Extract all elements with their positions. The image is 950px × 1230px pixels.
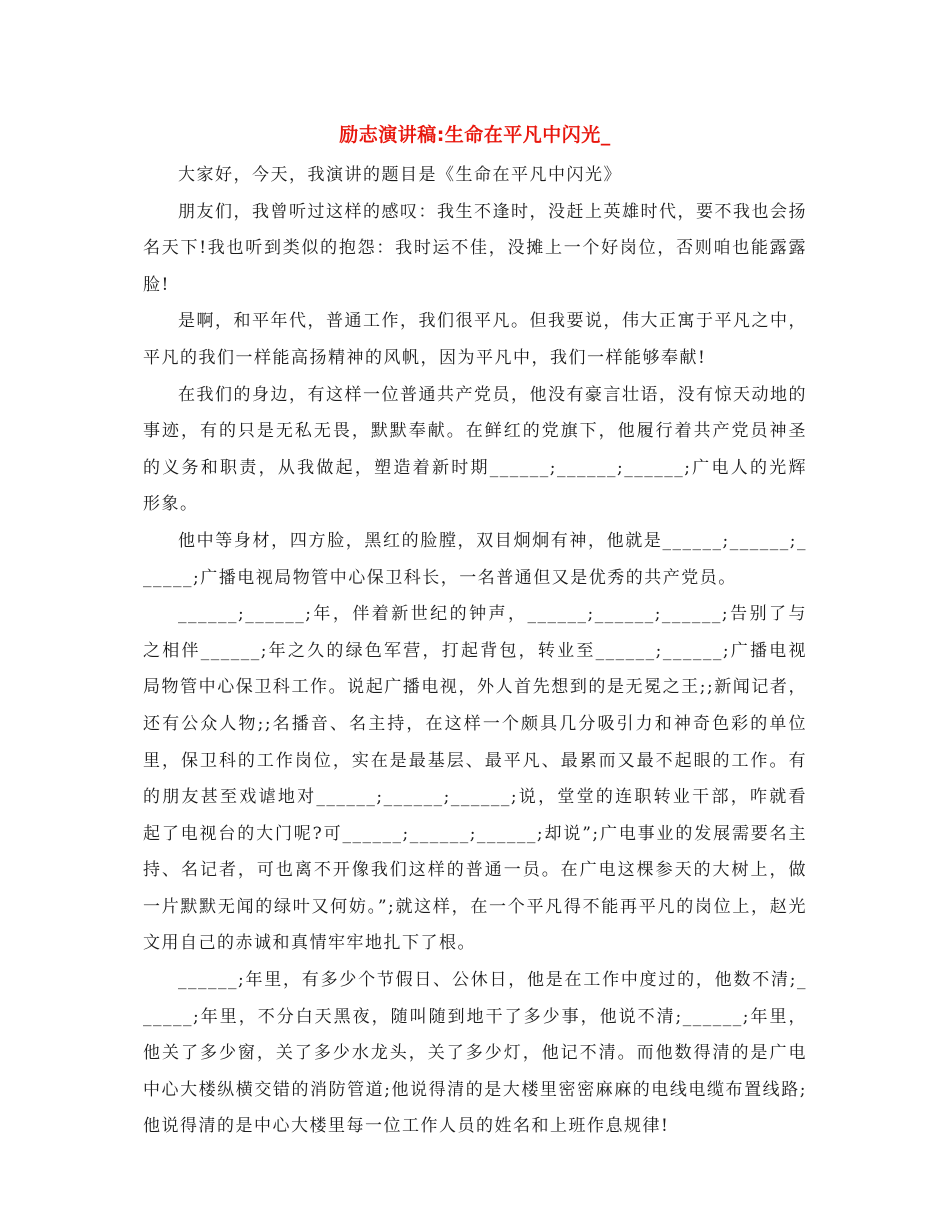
document-body [143, 157, 807, 1145]
paragraph-ordinary: 是啊，和平年代，普通工作，我们很平凡。但我要说，伟大正寓于平凡之中，平凡的我们一样能高扬精神的风帆，因为平凡中，我们一样能够奉献! [143, 311, 807, 368]
paragraph-complaints: 朋友们，我曾听过这样的感叹：我生不逢时，没赶上英雄时代，要不我也会扬名天下!我也听到类似的抱怨：我时运不佳，没摊上一个好岗位，否则咱也能露露脸! [143, 201, 807, 295]
paragraph-years: ______;年里，有多少个节假日、公休日，他是在工作中度过的，他数不清;______;年里，不分白天黑夜，随叫随到地干了多少事，他说不清;______;年里，他关了多少窗，关了多少水龙头，关了多少灯，他记不清。而他数得清的是广电中心大楼纵横交错的消防管道;他说得清的是大楼里密密麻麻的电线电缆布置线路;他说得清的是中心大楼里每一位工作人员的姓名和上班作息规律! [143, 970, 807, 1137]
paragraph-description: 他中等身材，四方脸，黑红的脸膛，双目炯炯有神，他就是______;______;______;广播电视局物管中心保卫科长，一名普通但又是优秀的共产党员。 [143, 530, 807, 588]
paragraph-greeting: 大家好，今天，我演讲的题目是《生命在平凡中闪光》 [178, 165, 622, 185]
paragraph-party-member: 在我们的身边，有这样一位普通共产党员，他没有豪言壮语，没有惊天动地的事迹，有的只是无私无畏，默默奉献。在鲜红的党旗下，他履行着共产党员神圣的义务和职责，从我做起，塑造着新时期______;______;______;广电人的光辉形象。 [143, 384, 807, 515]
paragraph-career: ______;______;年，伴着新世纪的钟声，______;______;______;告别了与之相伴______;年之久的绿色军营，打起背包，转业至______;______;广播电视局物管中心保卫科工作。说起广播电视，外人首先想到的是无冕之王;;新闻记者，还有公众人物;;名播音、名主持，在这样一个颇具几分吸引力和神奇色彩的单位里，保卫科的工作岗位，实在是最基层、最平凡、最累而又最不起眼的工作。有的朋友甚至戏谑地对______;______;______;说，堂堂的连职转业干部，咋就看起了电视台的大门呢?可______;______;______;却说”;广电事业的发展需要名主持、名记者，可也离不开像我们这样的普通一员。在广电这棵参天的大树上，做一片默默无闻的绿叶又何妨。”;就这样，在一个平凡得不能再平凡的岗位上，赵光文用自己的赤诚和真情牢牢地扎下了根。 [143, 604, 807, 954]
document-title: 励志演讲稿:生命在平凡中闪光_ [339, 124, 611, 146]
